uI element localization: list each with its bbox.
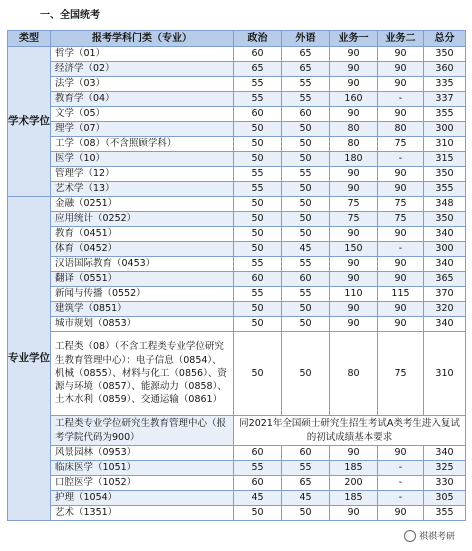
score-language: 50 xyxy=(282,122,330,137)
score-language: 50 xyxy=(282,212,330,227)
score-politics: 50 xyxy=(234,137,282,152)
score-table xyxy=(7,30,466,521)
score-politics: 55 xyxy=(234,92,282,107)
score-bus1: 90 xyxy=(330,167,378,182)
score-politics: 60 xyxy=(234,476,282,491)
subject-cell: 翻译（0551） xyxy=(51,272,234,287)
score-bus1: 90 xyxy=(330,317,378,332)
subject-cell: 临床医学（1051） xyxy=(51,461,234,476)
score-language: 50 xyxy=(282,182,330,197)
subject-cell: 医学（10） xyxy=(51,152,234,167)
score-bus1: 90 xyxy=(330,257,378,272)
score-bus2: 90 xyxy=(378,317,424,332)
score-bus2: 90 xyxy=(378,227,424,242)
score-bus1: 80 xyxy=(330,122,378,137)
score-bus2: - xyxy=(378,92,424,107)
score-language: 50 xyxy=(282,137,330,152)
score-politics: 55 xyxy=(234,461,282,476)
score-language: 55 xyxy=(282,461,330,476)
table-row xyxy=(8,242,466,257)
category-academic: 学术学位 xyxy=(8,47,51,197)
score-language: 65 xyxy=(282,47,330,62)
watermark-text: 祺祺考研 xyxy=(418,532,455,542)
score-total: 335 xyxy=(424,77,466,92)
subject-cell: 金融（0251） xyxy=(51,197,234,212)
table-row xyxy=(8,287,466,302)
table-row xyxy=(8,182,466,197)
score-politics: 50 xyxy=(234,122,282,137)
score-bus1: 110 xyxy=(330,287,378,302)
score-language: 60 xyxy=(282,107,330,122)
score-bus1: 160 xyxy=(330,92,378,107)
score-bus2: 90 xyxy=(378,257,424,272)
score-bus2: 90 xyxy=(378,182,424,197)
score-bus2: 90 xyxy=(378,302,424,317)
score-total: 350 xyxy=(424,47,466,62)
score-language: 50 xyxy=(282,152,330,167)
table-row xyxy=(8,491,466,506)
col-business1: 业务一 xyxy=(330,31,378,47)
score-language: 50 xyxy=(282,302,330,317)
score-total: 340 xyxy=(424,227,466,242)
table-header-row xyxy=(8,31,466,47)
score-politics: 55 xyxy=(234,287,282,302)
score-total: 360 xyxy=(424,62,466,77)
score-bus1: 90 xyxy=(330,77,378,92)
score-bus2: 90 xyxy=(378,107,424,122)
watermark xyxy=(401,528,458,543)
score-politics: 55 xyxy=(234,77,282,92)
score-total: 340 xyxy=(424,317,466,332)
score-total: 337 xyxy=(424,92,466,107)
score-politics: 50 xyxy=(234,197,282,212)
table-row xyxy=(8,446,466,461)
table-row xyxy=(8,476,466,491)
merged-note-cell: 同2021年全国硕士研究生招生考试A类考生进入复试的初试成绩基本要求 xyxy=(234,416,466,446)
subject-cell: 哲学（01） xyxy=(51,47,234,62)
score-politics: 50 xyxy=(234,242,282,257)
subject-cell: 经济学（02） xyxy=(51,62,234,77)
score-total: 310 xyxy=(424,137,466,152)
score-bus2: - xyxy=(378,461,424,476)
score-total: 330 xyxy=(424,476,466,491)
score-politics: 50 xyxy=(234,227,282,242)
col-language: 外语 xyxy=(282,31,330,47)
subject-cell: 体育（0452） xyxy=(51,242,234,257)
score-politics: 45 xyxy=(234,491,282,506)
category-professional: 专业学位 xyxy=(8,197,51,521)
score-bus2: 90 xyxy=(378,446,424,461)
table-row xyxy=(8,107,466,122)
score-bus2: 75 xyxy=(378,332,424,416)
wechat-icon xyxy=(404,530,416,542)
score-language: 50 xyxy=(282,332,330,416)
subject-cell: 应用统计（0252） xyxy=(51,212,234,227)
subject-cell: 新闻与传播（0552） xyxy=(51,287,234,302)
score-bus1: 75 xyxy=(330,197,378,212)
table-row xyxy=(8,137,466,152)
score-politics: 60 xyxy=(234,272,282,287)
subject-cell: 建筑学（0851） xyxy=(51,302,234,317)
score-bus2: - xyxy=(378,491,424,506)
score-politics: 60 xyxy=(234,446,282,461)
score-language: 55 xyxy=(282,92,330,107)
col-business2: 业务二 xyxy=(378,31,424,47)
col-total: 总分 xyxy=(424,31,466,47)
score-bus2: - xyxy=(378,242,424,257)
score-politics: 55 xyxy=(234,167,282,182)
table-row xyxy=(8,506,466,521)
score-language: 55 xyxy=(282,287,330,302)
table-row xyxy=(8,227,466,242)
score-total: 320 xyxy=(424,302,466,317)
score-bus1: 200 xyxy=(330,476,378,491)
score-language: 45 xyxy=(282,242,330,257)
score-bus1: 90 xyxy=(330,107,378,122)
score-bus1: 80 xyxy=(330,137,378,152)
table-row-engineering xyxy=(8,332,466,416)
subject-cell: 工程类（08）（不含工程类专业学位研究生教育管理中心）：电子信息（0854）、机械（0855）、材料与化工（0856）、资源与环境（0857）、能源动力（0858）、土木水利（0859）、交通运输（0861） xyxy=(51,332,234,416)
subject-cell: 工学（08）（不含照顾学科） xyxy=(51,137,234,152)
score-language: 55 xyxy=(282,77,330,92)
score-language: 50 xyxy=(282,506,330,521)
score-bus1: 185 xyxy=(330,491,378,506)
section-heading: 一、全国统考 xyxy=(40,10,100,21)
score-bus1: 90 xyxy=(330,227,378,242)
score-bus1: 90 xyxy=(330,302,378,317)
subject-cell: 艺术（1351） xyxy=(51,506,234,521)
score-language: 55 xyxy=(282,257,330,272)
score-total: 310 xyxy=(424,332,466,416)
score-politics: 50 xyxy=(234,506,282,521)
score-bus1: 185 xyxy=(330,461,378,476)
score-bus2: - xyxy=(378,476,424,491)
score-bus2: - xyxy=(378,152,424,167)
score-total: 348 xyxy=(424,197,466,212)
score-politics: 65 xyxy=(234,62,282,77)
score-bus2: 75 xyxy=(378,197,424,212)
score-language: 50 xyxy=(282,197,330,212)
table-row xyxy=(8,257,466,272)
table-row xyxy=(8,47,466,62)
col-politics: 政治 xyxy=(234,31,282,47)
table-row xyxy=(8,62,466,77)
score-bus1: 180 xyxy=(330,152,378,167)
subject-cell: 护理（1054） xyxy=(51,491,234,506)
score-total: 340 xyxy=(424,446,466,461)
score-total: 355 xyxy=(424,107,466,122)
score-bus1: 90 xyxy=(330,182,378,197)
table-row xyxy=(8,92,466,107)
subject-cell: 文学（05） xyxy=(51,107,234,122)
score-language: 55 xyxy=(282,167,330,182)
score-politics: 55 xyxy=(234,257,282,272)
score-politics: 50 xyxy=(234,317,282,332)
score-total: 305 xyxy=(424,491,466,506)
score-politics: 50 xyxy=(234,152,282,167)
table-row xyxy=(8,302,466,317)
subject-cell: 艺术学（13） xyxy=(51,182,234,197)
score-bus1: 90 xyxy=(330,272,378,287)
score-politics: 60 xyxy=(234,47,282,62)
table-row xyxy=(8,317,466,332)
subject-cell: 法学（03） xyxy=(51,77,234,92)
table-row xyxy=(8,152,466,167)
score-bus1: 90 xyxy=(330,446,378,461)
score-bus2: 80 xyxy=(378,122,424,137)
score-politics: 55 xyxy=(234,182,282,197)
score-bus1: 90 xyxy=(330,47,378,62)
score-total: 325 xyxy=(424,461,466,476)
score-total: 355 xyxy=(424,182,466,197)
score-politics: 50 xyxy=(234,302,282,317)
score-politics: 50 xyxy=(234,212,282,227)
table-row xyxy=(8,122,466,137)
score-bus2: 90 xyxy=(378,47,424,62)
score-politics: 60 xyxy=(234,107,282,122)
score-language: 60 xyxy=(282,446,330,461)
score-language: 45 xyxy=(282,491,330,506)
score-bus2: 75 xyxy=(378,212,424,227)
table-row xyxy=(8,167,466,182)
score-bus1: 90 xyxy=(330,506,378,521)
score-language: 65 xyxy=(282,62,330,77)
score-language: 65 xyxy=(282,476,330,491)
score-total: 365 xyxy=(424,272,466,287)
subject-cell: 口腔医学（1052） xyxy=(51,476,234,491)
col-type: 类型 xyxy=(8,31,51,47)
table-row xyxy=(8,272,466,287)
score-total: 370 xyxy=(424,287,466,302)
table-row xyxy=(8,197,466,212)
score-total: 315 xyxy=(424,152,466,167)
table-row xyxy=(8,77,466,92)
score-bus2: 90 xyxy=(378,272,424,287)
col-subject: 报考学科门类（专业） xyxy=(51,31,234,47)
subject-cell: 教育学（04） xyxy=(51,92,234,107)
score-bus1: 90 xyxy=(330,62,378,77)
subject-cell: 城市规划（0853） xyxy=(51,317,234,332)
subject-cell: 教育（0451） xyxy=(51,227,234,242)
table-row xyxy=(8,212,466,227)
score-language: 60 xyxy=(282,272,330,287)
score-total: 355 xyxy=(424,506,466,521)
table-row xyxy=(8,461,466,476)
subject-cell: 管理学（12） xyxy=(51,167,234,182)
score-bus1: 150 xyxy=(330,242,378,257)
score-bus2: 90 xyxy=(378,77,424,92)
score-bus2: 115 xyxy=(378,287,424,302)
subject-cell: 理学（07） xyxy=(51,122,234,137)
score-total: 340 xyxy=(424,257,466,272)
score-bus1: 75 xyxy=(330,212,378,227)
subject-cell: 风景园林（0953） xyxy=(51,446,234,461)
score-language: 50 xyxy=(282,227,330,242)
score-bus1: 80 xyxy=(330,332,378,416)
score-bus2: 90 xyxy=(378,167,424,182)
score-total: 300 xyxy=(424,242,466,257)
score-language: 50 xyxy=(282,317,330,332)
score-total: 350 xyxy=(424,167,466,182)
table-row-center xyxy=(8,416,466,446)
score-bus2: 90 xyxy=(378,506,424,521)
score-bus2: 90 xyxy=(378,62,424,77)
score-total: 350 xyxy=(424,212,466,227)
score-politics: 50 xyxy=(234,332,282,416)
subject-cell: 汉语国际教育（0453） xyxy=(51,257,234,272)
score-bus2: 75 xyxy=(378,137,424,152)
score-total: 300 xyxy=(424,122,466,137)
subject-cell: 工程类专业学位研究生教育管理中心（报考学院代码为900） xyxy=(51,416,234,446)
